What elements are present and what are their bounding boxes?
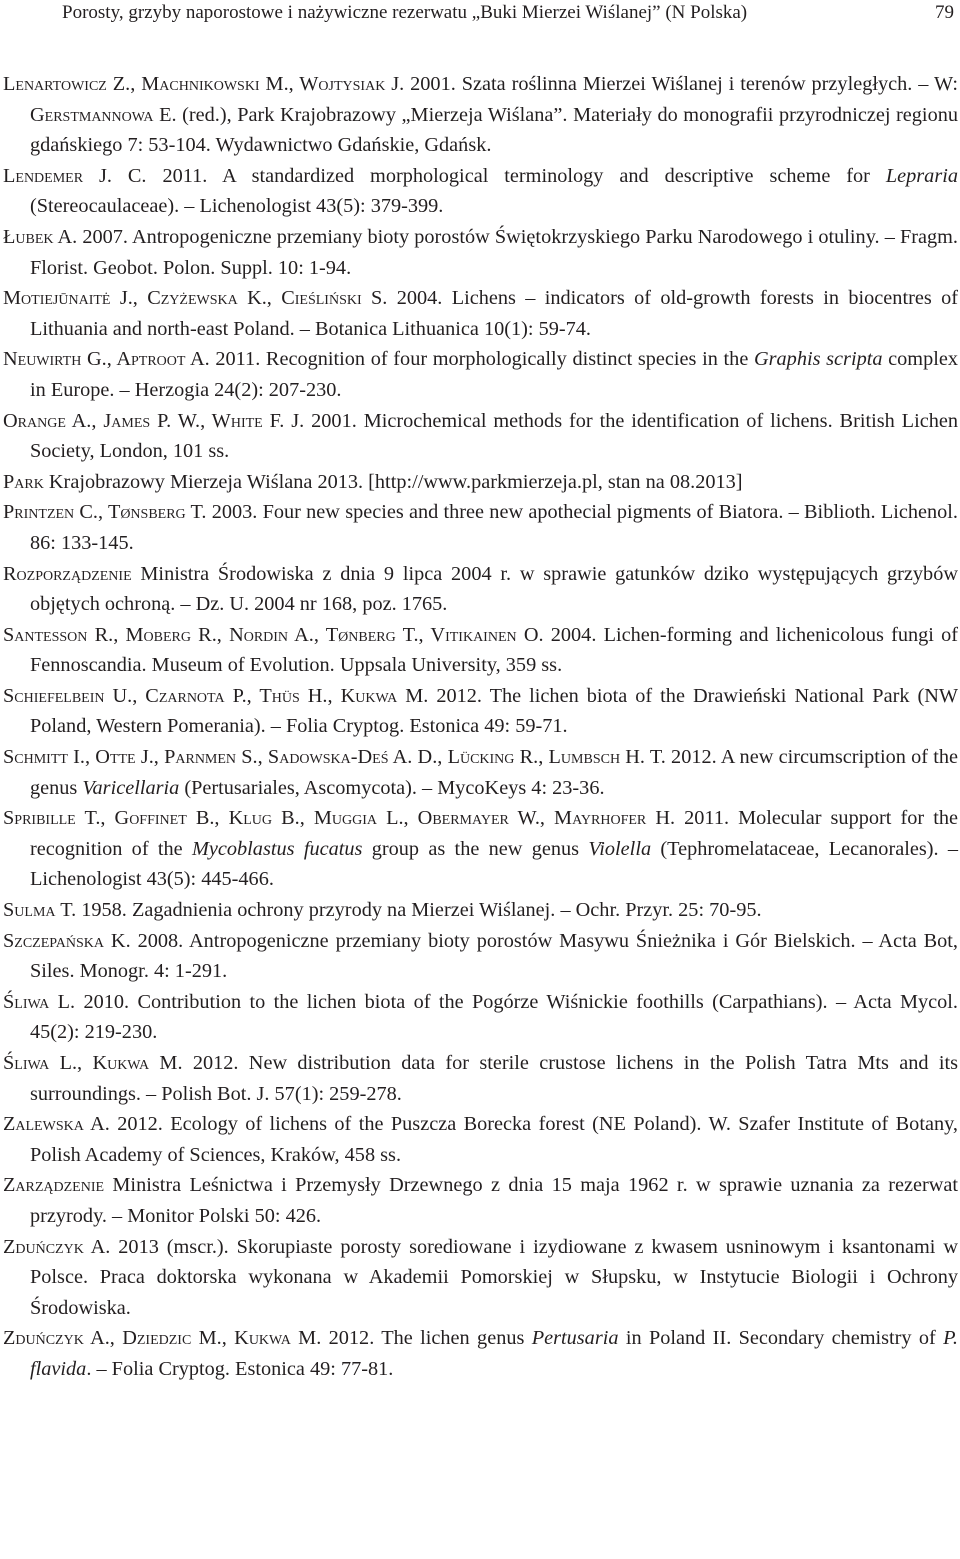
reference-entry bbox=[3, 283, 958, 344]
reference-text: complex in Europe. – Herzogia 24(2): 207-230. bbox=[30, 348, 959, 401]
reference-text: Ministra Leśnictwa i Przemysły Drzewnego z dnia 15 maja 1962 r. w sprawie uznania za rezerwat przyrody. – Monitor Polski 50: 426. bbox=[30, 1174, 958, 1227]
reference-authors: Śliwa L. bbox=[3, 990, 76, 1013]
reference-entry bbox=[3, 987, 958, 1048]
reference-text: 1958. Zagadnienia ochrony przyrody na Mierzei Wiślanej. – Ochr. Przyr. 25: 70-95. bbox=[76, 899, 762, 922]
reference-entry bbox=[3, 222, 958, 283]
reference-taxon: Violella bbox=[588, 837, 652, 860]
reference-authors: Zalewska A. bbox=[3, 1113, 110, 1136]
reference-text: (Stereocaulaceae). – Lichenologist 43(5): 379-399. bbox=[30, 195, 444, 218]
reference-text: (Tephromelataceae, Lecanorales). – Lichenologist 43(5): 445-466. bbox=[30, 837, 959, 891]
reference-entry bbox=[3, 895, 958, 926]
reference-text: Krajobrazowy Mierzeja Wiślana 2013. [http://www.parkmierzeja.pl, stan na 08.2013] bbox=[43, 470, 743, 493]
reference-taxon: Graphis scripta bbox=[754, 348, 883, 371]
reference-taxon: P. flavida bbox=[30, 1327, 958, 1380]
reference-text: . – Folia Cryptog. Estonica 49: 77-81. bbox=[86, 1357, 394, 1380]
reference-entry bbox=[3, 1048, 958, 1109]
reference-authors: Lendemer J. C. bbox=[3, 164, 147, 187]
reference-entry bbox=[3, 559, 958, 620]
reference-text: 2001. Microchemical methods for the identification of lichens. British Lichen Society, London, 101 ss. bbox=[30, 409, 958, 463]
running-head-title: Porosty, grzyby naporostowe i nażywiczne rezerwatu „Buki Mierzei Wiślanej” (N Polska) bbox=[62, 2, 748, 23]
reference-text: 2012. Ecology of lichens of the Puszcza Borecka forest (NE Poland). W. Szafer Institute of Botany, Polish Academy of Sciences, Kraków, 458 ss. bbox=[30, 1113, 958, 1166]
reference-entry bbox=[3, 1323, 958, 1384]
reference-taxon: Varicellaria bbox=[82, 776, 180, 799]
reference-entry bbox=[3, 69, 958, 161]
reference-text: 2001. Szata roślinna Mierzei Wiślanej i terenów przyległych. – W: bbox=[404, 73, 959, 95]
reference-entry bbox=[3, 803, 958, 895]
reference-authors: Motiejūnaitė J., Czyżewska K., Cieśliński S. bbox=[3, 287, 388, 310]
reference-authors: Łubek A. bbox=[3, 225, 78, 248]
reference-text: 2007. Antropogeniczne przemiany bioty porostów Świętokrzyskiego Parku Narodowego i otuliny. – Fragm. Florist. Geobot. Polon. Suppl. 10: 1-94. bbox=[30, 225, 958, 279]
reference-text: 2010. Contribution to the lichen biota of the Pogórze Wiśnickie foothills (Carpathians). – Acta Mycol. 45(2): 219-230. bbox=[30, 990, 958, 1044]
reference-authors: Park bbox=[3, 470, 44, 493]
reference-authors: Gerstmannowa E. bbox=[30, 103, 177, 126]
reference-authors: Rozporządzenie bbox=[3, 562, 132, 585]
reference-text: (Pertusariales, Ascomycota). – MycoKeys 4: 23-36. bbox=[179, 776, 605, 799]
reference-taxon: Pertusaria bbox=[531, 1327, 619, 1350]
reference-authors: Lenartowicz Z., Machnikowski M., Wojtysiak J. bbox=[3, 73, 405, 95]
reference-text: Ministra Środowiska z dnia 9 lipca 2004 r. w sprawie gatunków dziko występujących grzybów objętych ochroną. – Dz. U. 2004 nr 168, poz. 1765. bbox=[30, 562, 958, 616]
reference-text: 2012. The lichen biota of the Drawieński National Park (NW Poland, Western Pomerania). – Folia Cryptog. Estonica 49: 59-71. bbox=[30, 684, 959, 738]
reference-text: 2012. The lichen genus bbox=[321, 1327, 532, 1350]
reference-entry bbox=[3, 681, 958, 742]
reference-entry bbox=[3, 620, 958, 681]
reference-authors: Orange A., James P. W., White F. J. bbox=[3, 409, 305, 432]
reference-entry bbox=[3, 467, 958, 498]
reference-authors: Szczepańska K. bbox=[3, 929, 131, 952]
reference-text: 2008. Antropogeniczne przemiany bioty porostów Masywu Śnieżnika i Gór Bielskich. – Acta Bot, Siles. Monogr. 4: 1-291. bbox=[30, 929, 958, 983]
reference-entry bbox=[3, 1170, 958, 1231]
reference-authors: Śliwa L., Kukwa M. bbox=[3, 1052, 183, 1074]
reference-authors: Schiefelbein U., Czarnota P., Thüs H., Kukwa M. bbox=[3, 684, 429, 707]
reference-text: in Poland II. Secondary chemistry of bbox=[618, 1327, 944, 1350]
reference-entry bbox=[3, 1109, 958, 1170]
reference-taxon: Lepraria bbox=[885, 164, 958, 187]
reference-entry bbox=[3, 406, 958, 467]
reference-text: 2003. Four new species and three new apothecial pigments of Biatora. – Biblioth. Lichenol. 86: 133-145. bbox=[30, 501, 958, 554]
reference-entry bbox=[3, 161, 958, 222]
reference-authors: Schmitt I., Otte J., Parnmen S., Sadowska-Deś A. D., Lücking R., Lumbsch H. T. bbox=[3, 746, 666, 769]
reference-text: 2004. Lichen-forming and lichenicolous fungi of Fennoscandia. Museum of Evolution. Uppsala University, 359 ss. bbox=[30, 623, 958, 677]
reference-text: 2012. New distribution data for sterile crustose lichens in the Polish Tatra Mts and its surroundings. – Polish Bot. J. 57(1): 259-278. bbox=[30, 1052, 958, 1105]
reference-entry bbox=[3, 344, 958, 405]
running-head bbox=[0, 0, 960, 26]
reference-authors: Zduńczyk A., Dziedzic M., Kukwa M. bbox=[3, 1327, 322, 1350]
reference-text: 2011. Recognition of four morphologically distinct species in the bbox=[209, 348, 754, 371]
reference-text: 2012. A new circumscription of the genus bbox=[30, 746, 958, 799]
page-number: 79 bbox=[935, 2, 954, 23]
reference-text: 2011. A standardized morphological terminology and descriptive scheme for bbox=[146, 164, 886, 187]
reference-entry bbox=[3, 926, 958, 987]
reference-entry bbox=[3, 742, 958, 803]
reference-authors: Spribille T., Goffinet B., Klug B., Muggia L., Obermayer W., Mayrhofer H. bbox=[3, 807, 676, 830]
reference-text: 2011. Molecular support for the recognition of the bbox=[30, 807, 958, 860]
reference-authors: Zduńczyk A. bbox=[3, 1235, 111, 1258]
reference-text: group as the new genus bbox=[362, 837, 589, 860]
reference-taxon: Mycoblastus fucatus bbox=[191, 837, 363, 860]
reference-authors: Neuwirth G., Aptroot A. bbox=[3, 348, 210, 371]
reference-list bbox=[0, 69, 958, 1385]
reference-authors: Printzen C., Tønsberg T. bbox=[3, 501, 207, 524]
reference-authors: Zarządzenie bbox=[3, 1174, 105, 1197]
reference-authors: Sulma T. bbox=[3, 899, 77, 922]
reference-authors: Santesson R., Moberg R., Nordin A., Tønberg T., Vitikainen O. bbox=[3, 623, 544, 646]
reference-text: 2013 (mscr.). Skorupiaste porosty sorediowane i izydiowane z kwasem usninowym i ksantonami w Polsce. Praca doktorska wykonana w Akademii Pomorskiej w Słupsku, w Instytucie Biologii i Ochrony Środowiska. bbox=[30, 1235, 959, 1319]
reference-entry bbox=[3, 1232, 958, 1324]
reference-text: 2004. Lichens – indicators of old-growth forests in biocentres of Lithuania and north-east Poland. – Botanica Lithuanica 10(1): 59-74. bbox=[30, 287, 958, 340]
reference-text: (red.), Park Krajobrazowy „Mierzeja Wiślana”. Materiały do monografii przyrodniczej regionu gdańskiego 7: 53-104. Wydawnictwo Gdańskie, Gdańsk. bbox=[30, 103, 958, 157]
reference-entry bbox=[3, 497, 958, 558]
